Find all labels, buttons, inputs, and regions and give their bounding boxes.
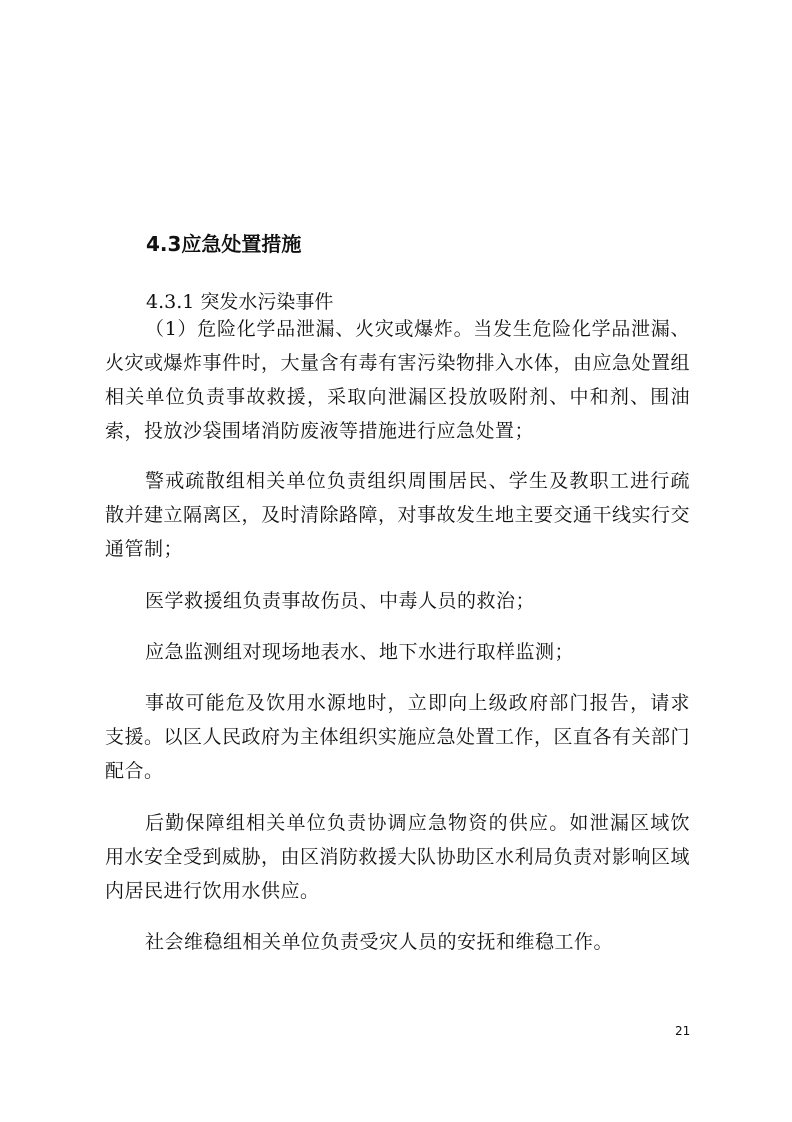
paragraph-evacuation: 警戒疏散组相关单位负责组织周围居民、学生及教职工进行疏散并建立隔离区，及时清除路障，对事故发生地主要交通干线实行交通管制； (105, 470, 691, 560)
paragraph-medical-rescue: 医学救援组负责事故伤员、中毒人员的救治； (145, 590, 536, 612)
paragraph-social-stability: 社会维稳组相关单位负责受灾人员的安抚和维稳工作。 (145, 931, 614, 953)
paragraph-emergency-monitoring: 应急监测组对现场地表水、地下水进行取样监测； (145, 641, 575, 663)
paragraph-logistics: 后勤保障组相关单位负责协调应急物资的供应。如泄漏区域饮用水安全受到威胁，由区消防救援大队协助区水利局负责对影响区域内居民进行饮用水供应。 (105, 812, 691, 902)
section-heading: 4.3应急处置措施 (146, 232, 302, 256)
page-number: 21 (675, 1024, 691, 1038)
paragraph-drinking-water-source: 事故可能危及饮用水源地时，立即向上级政府部门报告，请求支援。以区人民政府为主体组织实施应急处置工作，区直各有关部门配合。 (105, 692, 691, 782)
subsection-heading: 4.3.1 突发水污染事件 (146, 291, 334, 313)
paragraph-hazardous-chemicals: （1）危险化学品泄漏、火灾或爆炸。当发生危险化学品泄漏、火灾或爆炸事件时，大量含有毒有害污染物排入水体，由应急处置组相关单位负责事故救援，采取向泄漏区投放吸附剂、中和剂、围油索，投放沙袋围堵消防废液等措施进行应急处置； (105, 318, 691, 442)
